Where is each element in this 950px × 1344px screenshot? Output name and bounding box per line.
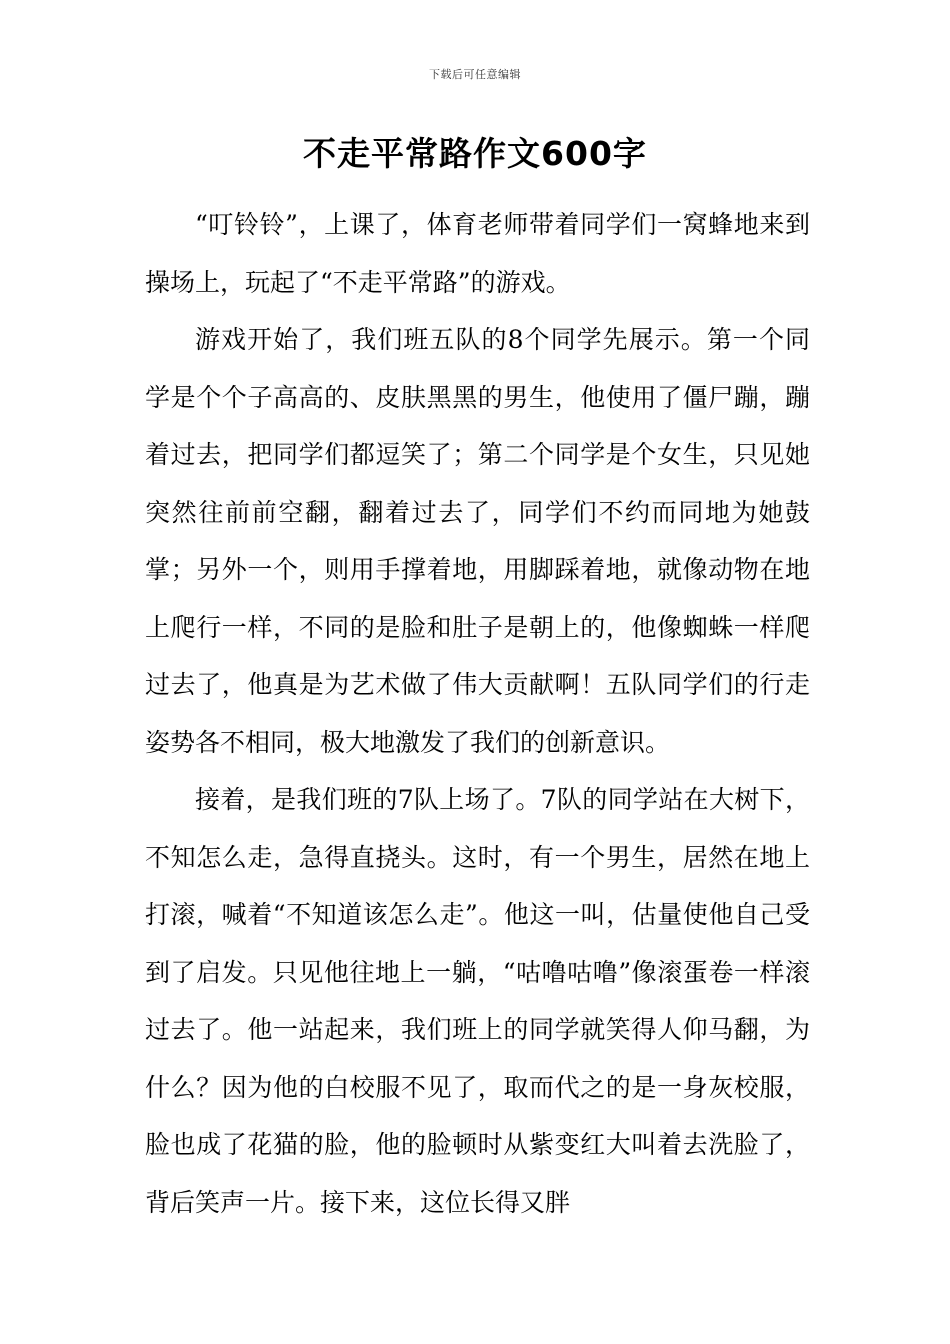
essay-body	[145, 196, 810, 1231]
paragraph-1: “叮铃铃”，上课了，体育老师带着同学们一窝蜂地来到操场上，玩起了“不走平常路”的游戏。	[145, 210, 810, 297]
paragraph-3: 接着，是我们班的7队上场了。7队的同学站在大树下，不知怎么走，急得直挠头。这时，有一个男生，居然在地上打滚，喊着“不知道该怎么走”。他这一叫，估量使他自己受到了启发。只见他往地上一躺，“咕噜咕噜”像滚蛋卷一样滚过去了。他一站起来，我们班上的同学就笑得人仰马翻，为什么？因为他的白校服不见了，取而代之的是一身灰校服，脸也成了花猫的脸，他的脸顿时从紫变红大叫着去洗脸了，背后笑声一片。接下来，这位长得又胖	[145, 785, 810, 1217]
page-title: 不走平常路作文600字	[303, 134, 647, 173]
paragraph-2: 游戏开始了，我们班五队的8个同学先展示。第一个同学是个个子高高的、皮肤黑黑的男生，他使用了僵尸蹦，蹦着过去，把同学们都逗笑了；第二个同学是个女生，只见她突然往前前空翻，翻着过去了，同学们不约而同地为她鼓掌；另外一个，则用手撑着地，用脚踩着地，就像动物在地上爬行一样，不同的是脸和肚子是朝上的，他像蜘蛛一样爬过去了，他真是为艺术做了伟大贡献啊！五队同学们的行走姿势各不相同，极大地激发了我们的创新意识。	[145, 325, 810, 757]
header-note: 下载后可任意编辑	[429, 68, 521, 81]
